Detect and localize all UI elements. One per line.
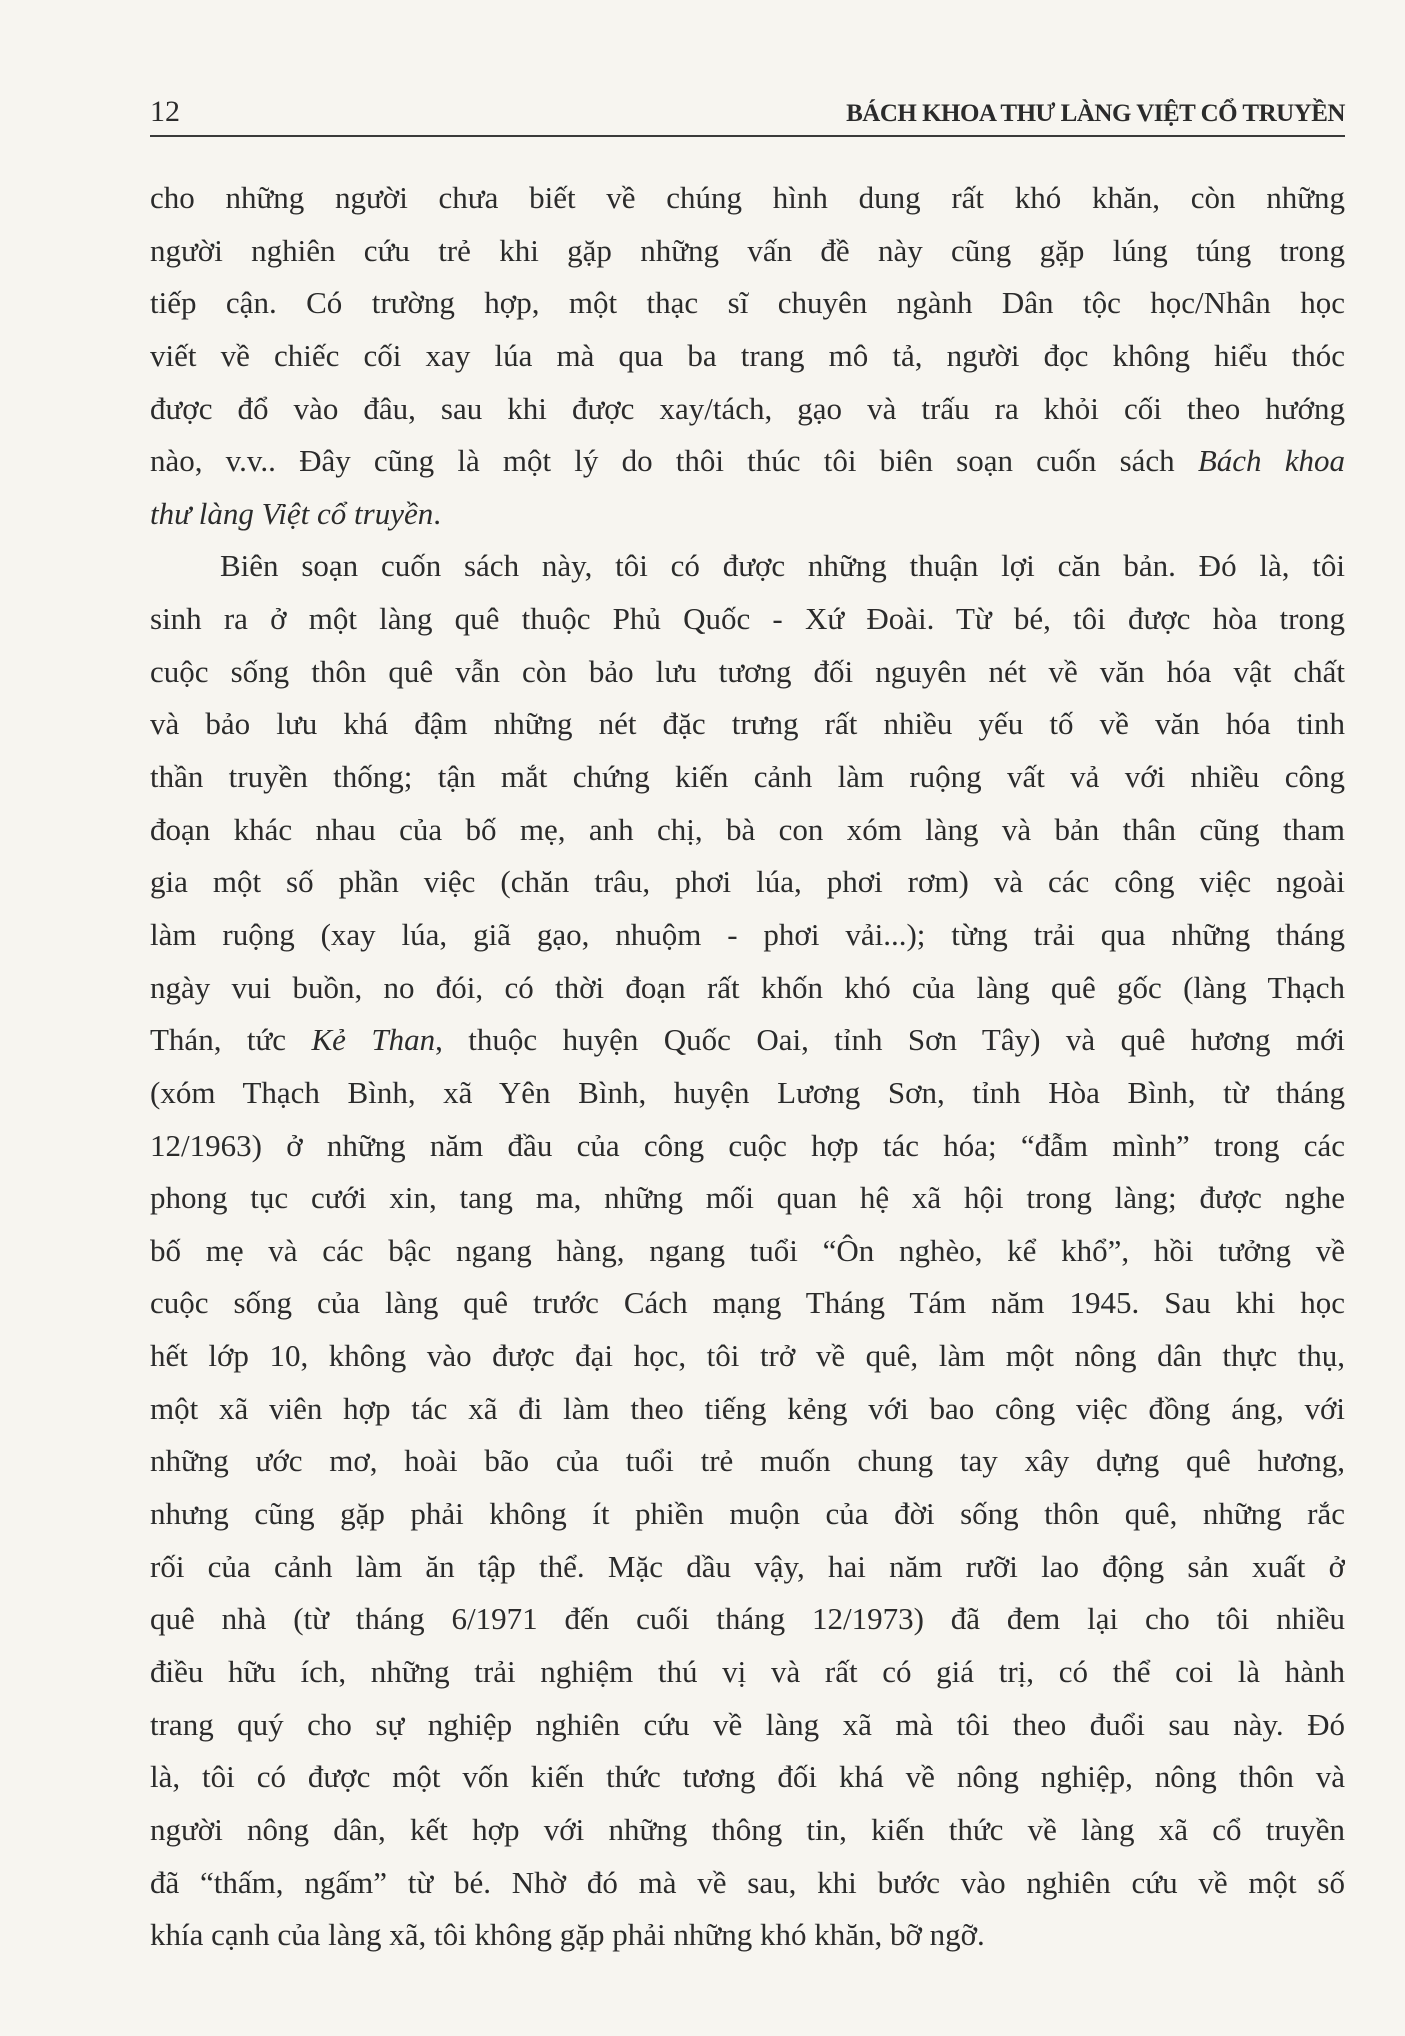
text-line: người nông dân, kết hợp với những thông tin, kiến thức về làng xã cổ truyền — [150, 1811, 1345, 1847]
text-segment: nào, v.v.. Đây cũng là một lý do thôi thúc tôi biên soạn cuốn sách — [150, 443, 1198, 479]
text-segment: , thuộc huyện Quốc Oai, tỉnh Sơn Tây) và quê hương mới — [435, 1022, 1345, 1058]
text-line: ngày vui buồn, no đói, có thời đoạn rất khốn khó của làng quê gốc (làng Thạch — [150, 969, 1345, 1005]
text-line: gia một số phần việc (chăn trâu, phơi lúa, phơi rơm) và các công việc ngoài — [150, 864, 1345, 900]
text-line: là, tôi có được một vốn kiến thức tương đối khá về nông nghiệp, nông thôn và — [150, 1759, 1345, 1795]
text-line: cuộc sống thôn quê vẫn còn bảo lưu tương đối nguyên nét về văn hóa vật chất — [150, 653, 1345, 689]
text-line: cuộc sống của làng quê trước Cách mạng Tháng Tám năm 1945. Sau khi học — [150, 1285, 1345, 1321]
text-line — [150, 435, 1345, 488]
text-line: làm ruộng (xay lúa, giã gạo, nhuộm - phơi vải...); từng trải qua những tháng — [150, 916, 1345, 952]
text-line: (xóm Thạch Bình, xã Yên Bình, huyện Lương Sơn, tỉnh Hòa Bình, từ tháng — [150, 1074, 1345, 1110]
text-line: trang quý cho sự nghiệp nghiên cứu về làng xã mà tôi theo đuổi sau này. Đó — [150, 1706, 1345, 1742]
text-line: được đổ vào đâu, sau khi được xay/tách, gạo và trấu ra khỏi cối theo hướng — [150, 390, 1345, 426]
text-segment: . — [433, 495, 441, 531]
text-line: đã “thấm, ngấm” từ bé. Nhờ đó mà về sau, khi bước vào nghiên cứu về một số — [150, 1864, 1345, 1900]
text-line: và bảo lưu khá đậm những nét đặc trưng rất nhiều yếu tố về văn hóa tinh — [150, 706, 1345, 742]
text-line: quê nhà (từ tháng 6/1971 đến cuối tháng 12/1973) đã đem lại cho tôi nhiều — [150, 1601, 1345, 1637]
text-line: đoạn khác nhau của bố mẹ, anh chị, bà con xóm làng và bản thân cũng tham — [150, 811, 1345, 847]
text-line: bố mẹ và các bậc ngang hàng, ngang tuổi “Ôn nghèo, kể khổ”, hồi tưởng về — [150, 1232, 1345, 1268]
text-line: 12/1963) ở những năm đầu của công cuộc hợp tác hóa; “đẫm mình” trong các — [150, 1127, 1345, 1163]
text-line: điều hữu ích, những trải nghiệm thú vị và rất có giá trị, có thể coi là hành — [150, 1653, 1345, 1689]
text-line: cho những người chưa biết về chúng hình dung rất khó khăn, còn những — [150, 180, 1345, 215]
text-segment: Thán, tức — [150, 1022, 312, 1058]
body-text — [150, 172, 1345, 1962]
text-line: những ước mơ, hoài bão của tuổi trẻ muốn chung tay xây dựng quê hương, — [150, 1443, 1345, 1479]
place-name-italic: Kẻ Than — [311, 1022, 436, 1058]
text-line: một xã viên hợp tác xã đi làm theo tiếng kẻng với bao công việc đồng áng, với — [150, 1390, 1345, 1426]
text-line — [150, 488, 1345, 541]
text-line: tiếp cận. Có trường hợp, một thạc sĩ chuyên ngành Dân tộc học/Nhân học — [150, 285, 1345, 321]
text-line: rối của cảnh làm ăn tập thể. Mặc dầu vậy, hai năm rưỡi lao động sản xuất ở — [150, 1548, 1345, 1584]
paragraph-last-line: khía cạnh của làng xã, tôi không gặp phải những khó khăn, bỡ ngỡ. — [150, 1917, 985, 1953]
header-divider — [150, 135, 1345, 137]
text-line: người nghiên cứu trẻ khi gặp những vấn đề này cũng gặp lúng túng trong — [150, 232, 1345, 268]
running-title: BÁCH KHOA THƯ LÀNG VIỆT CỔ TRUYỀN — [846, 100, 1345, 127]
text-line: thần truyền thống; tận mắt chứng kiến cảnh làm ruộng vất vả với nhiều công — [150, 759, 1345, 795]
text-line: sinh ra ở một làng quê thuộc Phủ Quốc - Xứ Đoài. Từ bé, tôi được hòa trong — [150, 601, 1345, 637]
book-title-italic: thư làng Việt cổ truyền — [150, 495, 434, 531]
text-line: hết lớp 10, không vào được đại học, tôi trở về quê, làm một nông dân thực thụ, — [150, 1338, 1345, 1374]
text-line: viết về chiếc cối xay lúa mà qua ba trang mô tả, người đọc không hiểu thóc — [150, 337, 1345, 373]
text-line: phong tục cưới xin, tang ma, những mối quan hệ xã hội trong làng; được nghe — [150, 1180, 1345, 1216]
page-number: 12 — [150, 95, 180, 128]
book-title-italic: Bách khoa — [1197, 443, 1345, 479]
text-line — [150, 1014, 1345, 1067]
paragraph-first-line: Biên soạn cuốn sách này, tôi có được những thuận lợi căn bản. Đó là, tôi — [220, 548, 1345, 584]
page-header — [150, 92, 1345, 132]
text-line: nhưng cũng gặp phải không ít phiền muộn của đời sống thôn quê, những rắc — [150, 1496, 1345, 1532]
